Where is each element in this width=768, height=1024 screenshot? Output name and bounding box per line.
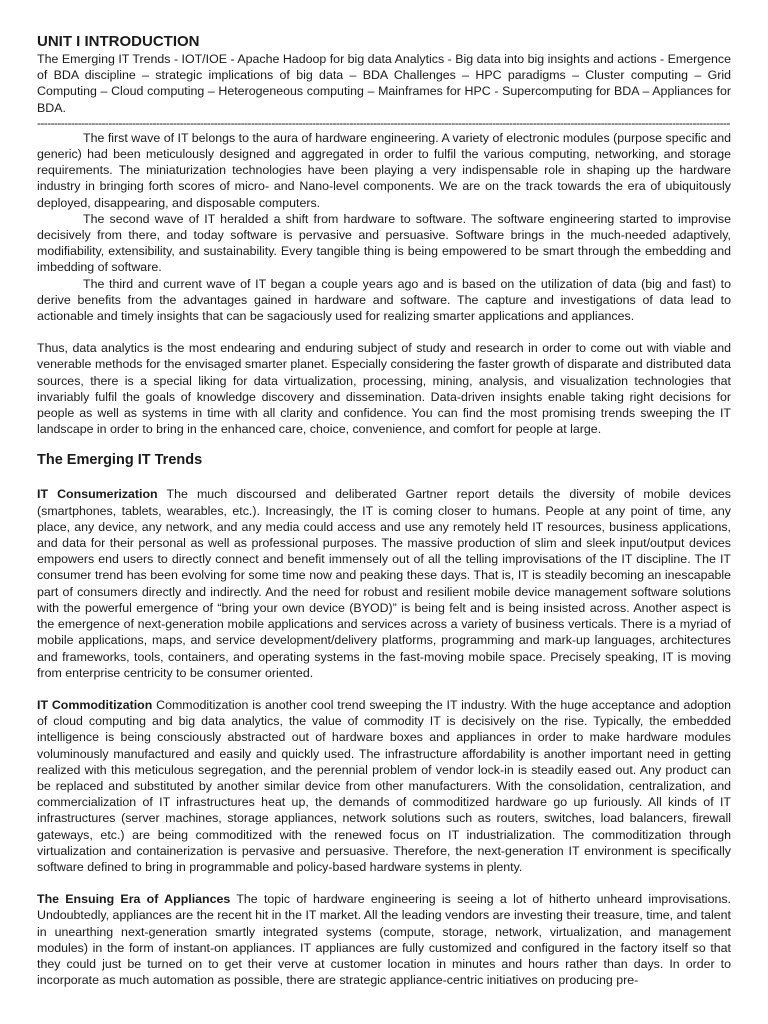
intro-paragraph-data-analytics: Thus, data analytics is the most endearing and enduring subject of study and research in order to come out with viable and venerable methods for the envisaged smarter planet. Especially considering the faster growth of disparate and distributed data sources, there is a special liking for data virtualization, processing, mining, analysis, and visualization technologies that invariably fulfil the goals of knowledge discovery and dissemination. Data-driven insights enable taking right decisions for people as well as systems in time with all clarity and confidence. You can find the most promising trends sweeping the IT landscape in order to bring in the enhanced care, choice, convenience, and comfort for people at large.	[37, 341, 731, 437]
paragraph-gap	[37, 681, 731, 697]
intro-paragraph-third-wave: The third and current wave of IT began a couple years ago and is based on the utilization of data (big and fast) to derive benefits from the advantages gained in hardware and software. The capture and investigations of data lead to actionable and timely insights that can be sagaciously used for realizing smarter applications and appliances.	[37, 276, 731, 324]
section-heading-emerging-trends: The Emerging IT Trends	[37, 452, 203, 469]
term-era-of-appliances: The Ensuing Era of Appliances	[37, 892, 231, 907]
divider-line: ------------------------------------------------------------------------------------------------------------------------------------------------------------------------------------------------------------	[37, 115, 730, 130]
paragraph-gap	[37, 875, 731, 891]
intro-paragraph-second-wave: The second wave of IT heralded a shift from hardware to software. The software engineering started to improvise decisively from there, and today software is pervasive and persuasive. Software brings in the much-needed adaptively, modifiability, extensibility, and sustainability. Every tangible thing is being empowered to be smart through the embedding and imbedding of software.	[37, 211, 731, 275]
text-it-consumerization: The much discoursed and deliberated Gartner report details the diversity of mobile devices (smartphones, tablets, wearables, etc.). Increasingly, the IT is coming closer to humans. People at any point of time, any place, any device, any network, and any media could access and use any remotely held IT resources, business applications, and data for their personal as well as professional purposes. The massive production of slim and sleek input/output devices empowers end users to directly connect and benefit immensely out of all the telling improvisations of the IT discipline. The IT consumer trend has been evolving for some time now and peaking these days. That is, IT is steadily becoming an inescapable part of consumers directly and indirectly. And the need for robust and resilient mobile device management software solutions with the powerful emergence of “bring your own device (BYOD)” is being felt and is being insisted across. Another aspect is the emergence of next-generation mobile applications and services across a variety of business verticals. There is a myriad of mobile applications, maps, and service development/delivery platforms, programming and mark-up languages, architectures and frameworks, tools, containers, and operating systems in the fast-moving mobile space. Precisely speaking, IT is moving from enterprise centricity to be consumer oriented.	[37, 487, 731, 680]
paragraph-it-consumerization	[37, 486, 731, 680]
text-era-of-appliances: The topic of hardware engineering is seeing a lot of hitherto unheard improvisations. Undoubtedly, appliances are the recent hit in the IT market. All the leading vendors are investing their treasure, time, and talent in unearthing next-generation smartly integrated systems (compute, storage, network, virtualization, and management modules) in the form of instant-on appliances. IT appliances are fully customized and configured in the factory itself so that they could just be turned on to get their verve at customer location in minutes and hours rather than days. In order to incorporate as much automation as possible, there are strategic appliance-centric initiatives on producing pre-	[37, 892, 731, 988]
paragraph-it-commoditization	[37, 697, 731, 875]
term-it-commoditization: IT Commoditization	[37, 697, 153, 712]
paragraph-gap	[37, 324, 731, 340]
term-it-consumerization: IT Consumerization	[37, 487, 158, 502]
unit-title: UNIT I INTRODUCTION	[37, 33, 200, 50]
document-page	[37, 33, 731, 988]
intro-paragraph-first-wave: The first wave of IT belongs to the aura of hardware engineering. A variety of electronic modules (purpose specific and generic) had been meticulously designed and aggregated in order to fulfil the various computing, networking, and storage requirements. The miniaturization technologies have been playing a very indispensable role in shaping up the hardware industry in bringing forth scores of micro- and Nano-level components. We are on the track towards the era of ubiquitously deployed, disappearing, and disposable computers.	[37, 130, 731, 210]
paragraph-era-of-appliances	[37, 891, 731, 988]
text-it-commoditization: Commoditization is another cool trend sweeping the IT industry. With the huge acceptance and adoption of cloud computing and big data analytics, the value of commodity IT is decisively on the rise. Typically, the embedded intelligence is being consciously abstracted out of hardware boxes and appliances in order to make hardware modules voluminously manufactured and easily and quickly used. The infrastructure affordability is another important need in getting realized with this meticulous segregation, and the perennial problem of vendor lock-in is steadily eased out. Any product can be replaced and substituted by another similar device from other manufacturers. With the consolidation, centralization, and commercialization of IT infrastructures heat up, the demands of commoditized hardware go up furiously. All kinds of IT infrastructures (server machines, storage appliances, network solutions such as routers, switches, load balancers, firewall gateways, etc.) are being commoditized with the renewed focus on IT industrialization. The commoditization through virtualization and containerization is pervasive and persuasive. Therefore, the next-generation IT environment is specifically software defined to bring in programmable and policy-based hardware systems in plenty.	[37, 697, 731, 874]
syllabus-topics: The Emerging IT Trends - IOT/IOE - Apache Hadoop for big data Analytics - Big data into big insights and actions - Emergence of BDA discipline – strategic implications of big data – BDA Challenges – HPC paradigms – Cluster computing – Grid Computing – Cloud computing – Heterogeneous computing – Mainframes for HPC - Supercomputing for BDA – Appliances for BDA.	[37, 52, 731, 115]
